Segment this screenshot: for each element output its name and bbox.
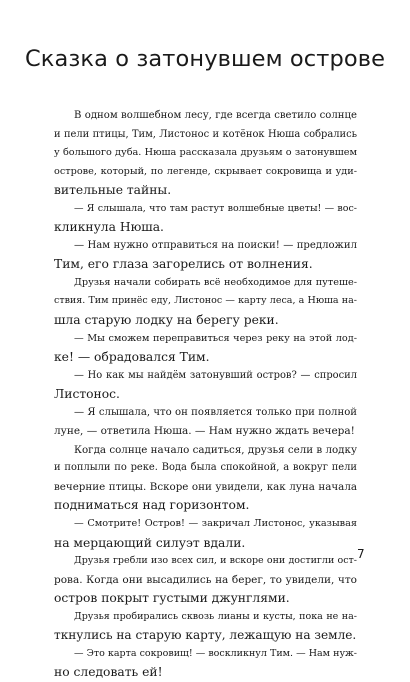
text-line: Листонос. (54, 387, 120, 402)
text-line: Друзья пробирались сквозь лианы и кусты, пока не на- (74, 610, 357, 622)
text-line: луне, — ответила Нюша. — Нам нужно ждать вечера! (54, 425, 355, 438)
text-line: — Это карта сокровищ! — воскликнул Тим. — Нам нуж- (74, 647, 357, 659)
text-line: у большого дуба. Нюша рассказала друзьям о затонувшем (54, 147, 357, 159)
text-line: ствия. Тим принёс еду, Листонос — карту леса, а Нюша на- (54, 295, 357, 307)
story-text (54, 107, 357, 682)
text-line: ке! — обрадовался Тим. (54, 350, 210, 365)
page-number: 7 (357, 547, 365, 561)
text-line: вечерние птицы. Вскоре они увидели, как луна начала (54, 480, 357, 493)
text-line: рова. Когда они высадились на берег, то увидели, что (54, 573, 357, 586)
text-line: — Я слышала, что он появляется только при полной (74, 406, 357, 418)
text-line: — Смотрите! Остров! — закричал Листонос, указывая (74, 518, 357, 530)
text-line: на мерцающий силуэт вдали. (54, 535, 246, 550)
text-line: — Нам нужно отправиться на поиски! — предложил (74, 239, 357, 251)
text-line: — Я слышала, что там растут волшебные цветы! — вос- (74, 202, 357, 214)
text-line: Тим, его глаза загорелись от волнения. (54, 257, 313, 272)
text-line: острове, который, по легенде, скрывает сокровища и уди- (54, 165, 357, 177)
text-line: ткнулись на старую карту, лежащую на земле. (54, 628, 357, 643)
text-line: подниматься над горизонтом. (54, 498, 250, 513)
text-line: Друзья начали собирать всё необходимое для путеше- (74, 276, 357, 288)
text-line: остров покрыт густыми джунглями. (54, 591, 290, 606)
text-line: но следовать ей! (54, 665, 163, 680)
text-line: Друзья гребли изо всех сил, и вскоре они достигли ост- (74, 555, 357, 567)
text-line: кликнула Нюша. (54, 220, 164, 235)
text-line: и поплыли по реке. Вода была спокойной, а вокруг пели (54, 462, 357, 474)
text-line: — Мы сможем переправиться через реку на этой лод- (74, 332, 357, 344)
text-line: Когда солнце начало садиться, друзья сели в лодку (74, 443, 357, 456)
text-line: — Но как мы найдём затонувший остров? — спросил (74, 369, 357, 381)
text-line: шла старую лодку на берегу реки. (54, 313, 279, 328)
text-line: и пели птицы, Тим, Листонос и котёнок Нюша собрались (54, 128, 357, 140)
text-line: В одном волшебном лесу, где всегда светило солнце (74, 110, 357, 121)
page-title: Сказка о затонувшем острове (24, 46, 386, 72)
text-line: вительные тайны. (54, 183, 172, 198)
